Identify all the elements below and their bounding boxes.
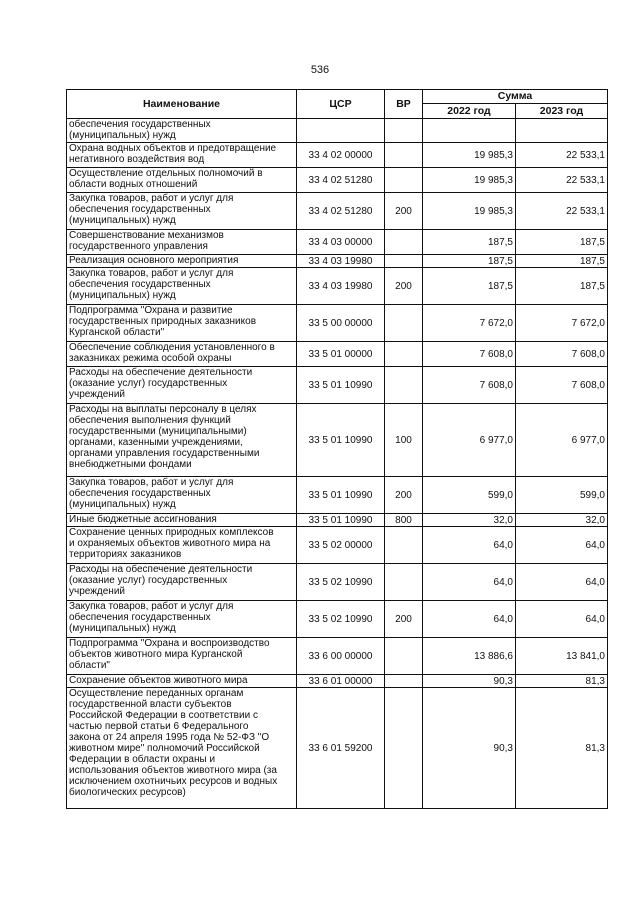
row-vr-cell: 800 bbox=[385, 514, 423, 527]
row-name-cell: Расходы на выплаты персоналу в целях обеспечения выполнения функций государственными (муниципальными) органами, казенными учреждениями, органами управления государственными внебюджетными фондами bbox=[67, 404, 297, 477]
row-name-cell: Подпрограмма "Охрана и воспроизводство объектов животного мира Курганской области" bbox=[67, 638, 297, 675]
row-vr-cell: 200 bbox=[385, 268, 423, 305]
row-csr-cell: 33 5 02 00000 bbox=[297, 527, 385, 564]
row-csr-cell: 33 4 02 51280 bbox=[297, 193, 385, 230]
row-name-cell: Подпрограмма "Охрана и развитие государственных природных заказников Курганской области" bbox=[67, 305, 297, 342]
row-csr-cell: 33 6 01 00000 bbox=[297, 675, 385, 688]
row-vr-cell: 200 bbox=[385, 477, 423, 514]
header-name: Наименование bbox=[67, 90, 297, 119]
row-sum-2022-cell: 64,0 bbox=[423, 601, 516, 638]
header-year-2023: 2023 год bbox=[516, 104, 608, 119]
row-sum-2023-cell: 13 841,0 bbox=[516, 638, 608, 675]
row-sum-2023-cell: 81,3 bbox=[516, 688, 608, 809]
row-sum-2022-cell: 7 608,0 bbox=[423, 342, 516, 367]
row-csr-cell: 33 5 01 10990 bbox=[297, 367, 385, 404]
row-sum-2023-cell: 7 608,0 bbox=[516, 342, 608, 367]
row-sum-2023-cell: 7 672,0 bbox=[516, 305, 608, 342]
row-sum-2023-cell: 64,0 bbox=[516, 601, 608, 638]
row-vr-cell bbox=[385, 342, 423, 367]
row-name-cell: Обеспечение соблюдения установленного в заказниках режима особой охраны bbox=[67, 342, 297, 367]
row-sum-2023-cell: 6 977,0 bbox=[516, 404, 608, 477]
row-sum-2022-cell: 19 985,3 bbox=[423, 193, 516, 230]
row-sum-2022-cell: 64,0 bbox=[423, 527, 516, 564]
row-sum-2022-cell: 6 977,0 bbox=[423, 404, 516, 477]
row-name-cell: Закупка товаров, работ и услуг для обеспечения государственных (муниципальных) нужд bbox=[67, 193, 297, 230]
row-vr-cell bbox=[385, 143, 423, 168]
table-row bbox=[67, 268, 608, 305]
row-name-cell: Расходы на обеспечение деятельности (оказание услуг) государственных учреждений bbox=[67, 564, 297, 601]
row-csr-cell: 33 4 02 00000 bbox=[297, 143, 385, 168]
row-csr-cell: 33 4 03 00000 bbox=[297, 230, 385, 255]
table-row bbox=[67, 305, 608, 342]
row-csr-cell: 33 5 01 00000 bbox=[297, 342, 385, 367]
row-sum-2022-cell: 90,3 bbox=[423, 675, 516, 688]
row-csr-cell: 33 5 02 10990 bbox=[297, 564, 385, 601]
table-row bbox=[67, 527, 608, 564]
table-row bbox=[67, 675, 608, 688]
row-sum-2022-cell: 7 608,0 bbox=[423, 367, 516, 404]
row-vr-cell: 100 bbox=[385, 404, 423, 477]
row-name-cell: Сохранение ценных природных комплексов и охраняемых объектов животного мира на территориях заказников bbox=[67, 527, 297, 564]
table-row bbox=[67, 143, 608, 168]
row-name-cell: Расходы на обеспечение деятельности (оказание услуг) государственных учреждений bbox=[67, 367, 297, 404]
row-name-cell: Совершенствование механизмов государственного управления bbox=[67, 230, 297, 255]
row-csr-cell: 33 5 02 10990 bbox=[297, 601, 385, 638]
table-row bbox=[67, 688, 608, 809]
row-sum-2022-cell: 32,0 bbox=[423, 514, 516, 527]
header-vr: ВР bbox=[385, 90, 423, 119]
row-name-cell: Закупка товаров, работ и услуг для обеспечения государственных (муниципальных) нужд bbox=[67, 601, 297, 638]
row-csr-cell: 33 5 01 10990 bbox=[297, 514, 385, 527]
row-sum-2023-cell: 187,5 bbox=[516, 230, 608, 255]
row-sum-2022-cell: 7 672,0 bbox=[423, 305, 516, 342]
header-csr: ЦСР bbox=[297, 90, 385, 119]
row-vr-cell: 200 bbox=[385, 601, 423, 638]
row-vr-cell bbox=[385, 564, 423, 601]
row-csr-cell: 33 5 01 10990 bbox=[297, 404, 385, 477]
row-sum-2022-cell: 187,5 bbox=[423, 268, 516, 305]
row-sum-2023-cell: 187,5 bbox=[516, 255, 608, 268]
row-csr-cell: 33 6 01 59200 bbox=[297, 688, 385, 809]
row-vr-cell bbox=[385, 527, 423, 564]
row-sum-2022-cell: 19 985,3 bbox=[423, 168, 516, 193]
row-sum-2023-cell: 64,0 bbox=[516, 527, 608, 564]
row-csr-cell: 33 4 03 19980 bbox=[297, 255, 385, 268]
table-row bbox=[67, 564, 608, 601]
row-name-cell: Осуществление отдельных полномочий в области водных отношений bbox=[67, 168, 297, 193]
row-name-cell: Закупка товаров, работ и услуг для обеспечения государственных (муниципальных) нужд bbox=[67, 477, 297, 514]
row-csr-cell: 33 4 03 19980 bbox=[297, 268, 385, 305]
row-sum-2022-cell: 13 886,6 bbox=[423, 638, 516, 675]
row-sum-2023-cell: 22 533,1 bbox=[516, 143, 608, 168]
table-row bbox=[67, 638, 608, 675]
row-sum-2023-cell bbox=[516, 119, 608, 143]
row-sum-2022-cell: 90,3 bbox=[423, 688, 516, 809]
row-sum-2023-cell: 32,0 bbox=[516, 514, 608, 527]
table-row bbox=[67, 477, 608, 514]
row-sum-2023-cell: 599,0 bbox=[516, 477, 608, 514]
table-row bbox=[67, 342, 608, 367]
page-number: 536 bbox=[310, 64, 330, 76]
table-row bbox=[67, 404, 608, 477]
row-name-cell: Охрана водных объектов и предотвращение негативного воздействия вод bbox=[67, 143, 297, 168]
table-row bbox=[67, 601, 608, 638]
row-name-cell: Реализация основного мероприятия bbox=[67, 255, 297, 268]
row-name-cell: Сохранение объектов животного мира bbox=[67, 675, 297, 688]
table-row bbox=[67, 119, 608, 143]
row-csr-cell bbox=[297, 119, 385, 143]
row-vr-cell: 200 bbox=[385, 193, 423, 230]
row-sum-2022-cell: 187,5 bbox=[423, 230, 516, 255]
row-sum-2022-cell: 19 985,3 bbox=[423, 143, 516, 168]
row-sum-2023-cell: 7 608,0 bbox=[516, 367, 608, 404]
row-vr-cell bbox=[385, 230, 423, 255]
row-sum-2022-cell: 599,0 bbox=[423, 477, 516, 514]
row-csr-cell: 33 4 02 51280 bbox=[297, 168, 385, 193]
row-sum-2023-cell: 187,5 bbox=[516, 268, 608, 305]
header-year-2022: 2022 год bbox=[423, 104, 516, 119]
row-sum-2023-cell: 81,3 bbox=[516, 675, 608, 688]
row-vr-cell bbox=[385, 305, 423, 342]
row-name-cell: Иные бюджетные ассигнования bbox=[67, 514, 297, 527]
row-sum-2022-cell bbox=[423, 119, 516, 143]
row-vr-cell bbox=[385, 638, 423, 675]
row-vr-cell bbox=[385, 255, 423, 268]
row-vr-cell bbox=[385, 367, 423, 404]
table-row bbox=[67, 230, 608, 255]
row-vr-cell bbox=[385, 119, 423, 143]
row-sum-2023-cell: 22 533,1 bbox=[516, 193, 608, 230]
row-name-cell: обеспечения государственных (муниципальных) нужд bbox=[67, 119, 297, 143]
row-sum-2022-cell: 64,0 bbox=[423, 564, 516, 601]
row-csr-cell: 33 5 00 00000 bbox=[297, 305, 385, 342]
table-row bbox=[67, 168, 608, 193]
row-name-cell: Закупка товаров, работ и услуг для обеспечения государственных (муниципальных) нужд bbox=[67, 268, 297, 305]
row-sum-2022-cell: 187,5 bbox=[423, 255, 516, 268]
row-csr-cell: 33 6 00 00000 bbox=[297, 638, 385, 675]
row-sum-2023-cell: 64,0 bbox=[516, 564, 608, 601]
table-row bbox=[67, 514, 608, 527]
table-body bbox=[67, 119, 608, 809]
table-row bbox=[67, 367, 608, 404]
row-vr-cell bbox=[385, 688, 423, 809]
budget-table bbox=[66, 89, 608, 809]
row-vr-cell bbox=[385, 168, 423, 193]
table-row bbox=[67, 255, 608, 268]
row-csr-cell: 33 5 01 10990 bbox=[297, 477, 385, 514]
row-sum-2023-cell: 22 533,1 bbox=[516, 168, 608, 193]
row-vr-cell bbox=[385, 675, 423, 688]
table-row bbox=[67, 193, 608, 230]
header-sum: Сумма bbox=[423, 90, 608, 104]
row-name-cell: Осуществление переданных органам государственной власти субъектов Российской Федерации в соответствии с частью первой статьи 6 Федерального закона от 24 апреля 1995 года № 52-ФЗ "О животном мире" полномочий Российской Федерации в области охраны и использования объектов животного мира (за исключением охотничьих ресурсов и водных биологических ресурсов) bbox=[67, 688, 297, 809]
